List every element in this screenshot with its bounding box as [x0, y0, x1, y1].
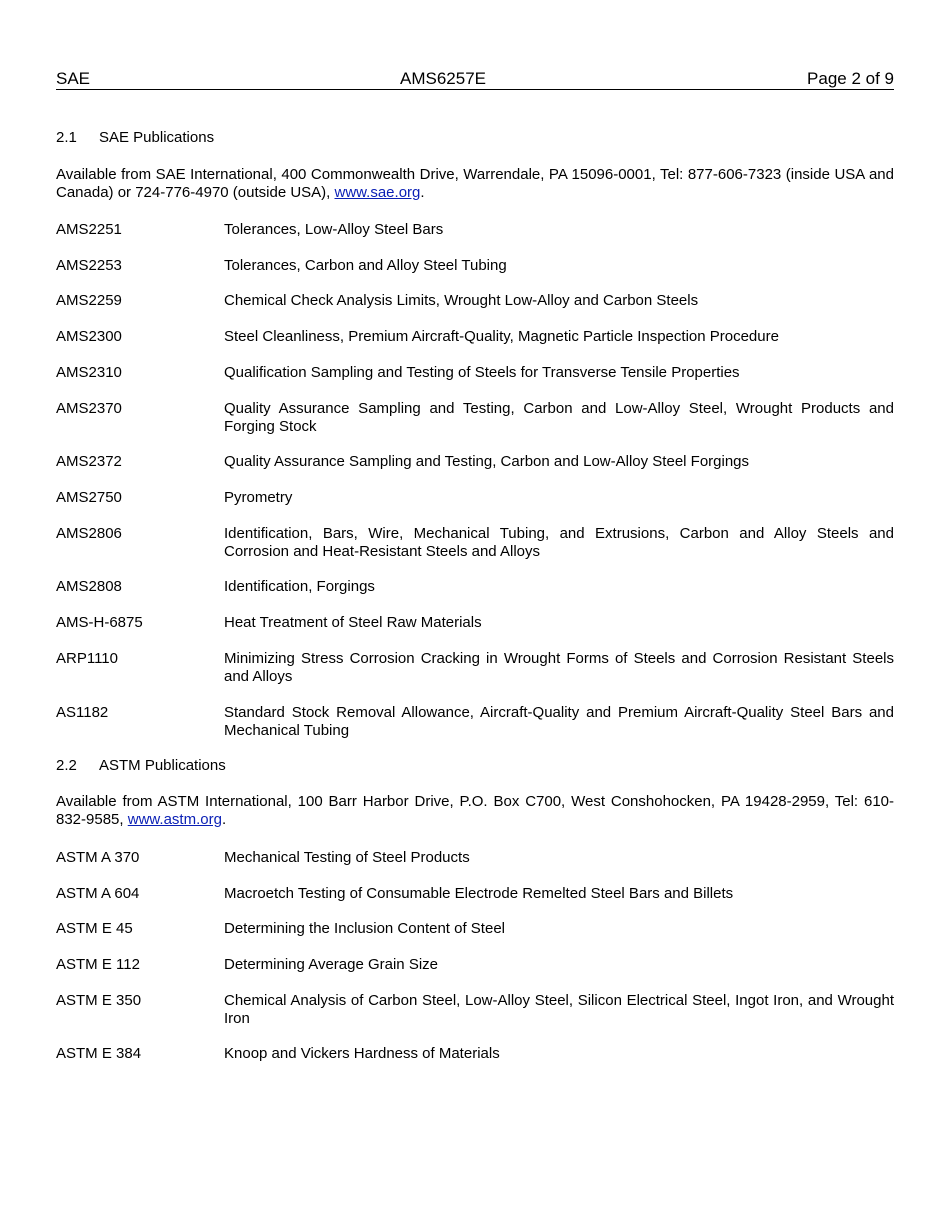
doc-code: AMS2806 — [56, 525, 122, 542]
doc-code: AMS2259 — [56, 292, 122, 309]
doc-title: Minimizing Stress Corrosion Cracking in Wrought Forms of Steels and Corrosion Resistant Steels and Alloys — [224, 650, 894, 685]
doc-code: AMS2372 — [56, 453, 122, 470]
doc-title: Determining the Inclusion Content of Steel — [224, 920, 505, 937]
doc-code: AS1182 — [56, 704, 109, 721]
section-title: SAE Publications — [99, 129, 215, 146]
doc-code: ASTM A 370 — [56, 849, 140, 866]
doc-code: AMS-H-6875 — [56, 614, 143, 631]
doc-code: AMS2300 — [56, 328, 122, 345]
doc-title: Heat Treatment of Steel Raw Materials — [224, 614, 482, 631]
doc-title: Mechanical Testing of Steel Products — [224, 849, 470, 866]
doc-title: Knoop and Vickers Hardness of Materials — [224, 1045, 500, 1062]
doc-title: Standard Stock Removal Allowance, Aircraft-Quality and Premium Aircraft-Quality Steel Bars and Mechanical Tubing — [224, 704, 894, 739]
section-number: 2.2 — [56, 757, 77, 774]
section-heading-sae — [56, 129, 894, 147]
section-title: ASTM Publications — [99, 757, 226, 774]
doc-code: AMS2310 — [56, 364, 122, 381]
doc-title: Quality Assurance Sampling and Testing, Carbon and Low-Alloy Steel, Wrought Products and Forging Stock — [224, 400, 894, 435]
doc-title: Quality Assurance Sampling and Testing, Carbon and Low-Alloy Steel Forgings — [224, 453, 750, 470]
header-doc-number: AMS6257E — [400, 69, 486, 88]
doc-code: ASTM E 112 — [56, 956, 140, 973]
doc-code: AMS2251 — [56, 221, 122, 238]
doc-title: Qualification Sampling and Testing of Steels for Transverse Tensile Properties — [224, 364, 740, 381]
doc-title: Chemical Analysis of Carbon Steel, Low-Alloy Steel, Silicon Electrical Steel, Ingot Iron, and Wrought Iron — [224, 992, 894, 1027]
doc-title: Identification, Forgings — [224, 578, 375, 595]
section-intro-sae: Available from SAE International, 400 Commonwealth Drive, Warrendale, PA 15096-0001, Tel: 877-606-7323 (inside USA and Canada) or 724-776-4970 (outside USA), www.sae.org. — [56, 166, 894, 201]
doc-title: Tolerances, Carbon and Alloy Steel Tubing — [224, 257, 507, 274]
intro-text: Available from SAE International, 400 Commonwealth Drive, Warrendale, PA 15096-0001, Tel: 877-606-7323 (inside USA and Canada) or 724-776-4970 (outside USA), — [56, 166, 894, 201]
doc-title: Identification, Bars, Wire, Mechanical Tubing, and Extrusions, Carbon and Alloy Steels and Corrosion and Heat-Resistant Steels and Alloys — [224, 525, 894, 560]
doc-title: Determining Average Grain Size — [224, 956, 438, 973]
doc-code: ASTM E 45 — [56, 920, 133, 937]
doc-title: Pyrometry — [224, 489, 293, 506]
doc-code: ASTM E 384 — [56, 1045, 142, 1062]
intro-text: Available from ASTM International, 100 Barr Harbor Drive, P.O. Box C700, West Conshohocken, PA 19428-2959, Tel: 610-832-9585, — [56, 793, 894, 828]
sae-link[interactable]: www.sae.org — [334, 184, 421, 201]
section-number: 2.1 — [56, 129, 77, 146]
doc-code: AMS2253 — [56, 257, 122, 274]
doc-code: AMS2808 — [56, 578, 122, 595]
doc-title: Chemical Check Analysis Limits, Wrought Low-Alloy and Carbon Steels — [224, 292, 699, 309]
page-header — [56, 69, 894, 90]
section-heading-astm — [56, 757, 894, 775]
doc-code: AMS2750 — [56, 489, 122, 506]
doc-code: ASTM A 604 — [56, 885, 140, 902]
doc-code: ASTM E 350 — [56, 992, 142, 1009]
header-page-number: Page 2 of 9 — [807, 69, 894, 88]
header-org: SAE — [56, 69, 91, 88]
doc-title: Macroetch Testing of Consumable Electrode Remelted Steel Bars and Billets — [224, 885, 734, 902]
doc-title: Tolerances, Low-Alloy Steel Bars — [224, 221, 444, 238]
doc-code: ARP1110 — [56, 650, 118, 667]
section-intro-astm: Available from ASTM International, 100 Barr Harbor Drive, P.O. Box C700, West Conshohocken, PA 19428-2959, Tel: 610-832-9585, www.astm.org. — [56, 793, 894, 828]
doc-code: AMS2370 — [56, 400, 122, 417]
astm-link[interactable]: www.astm.org — [127, 811, 222, 828]
doc-title: Steel Cleanliness, Premium Aircraft-Quality, Magnetic Particle Inspection Procedure — [224, 328, 779, 345]
